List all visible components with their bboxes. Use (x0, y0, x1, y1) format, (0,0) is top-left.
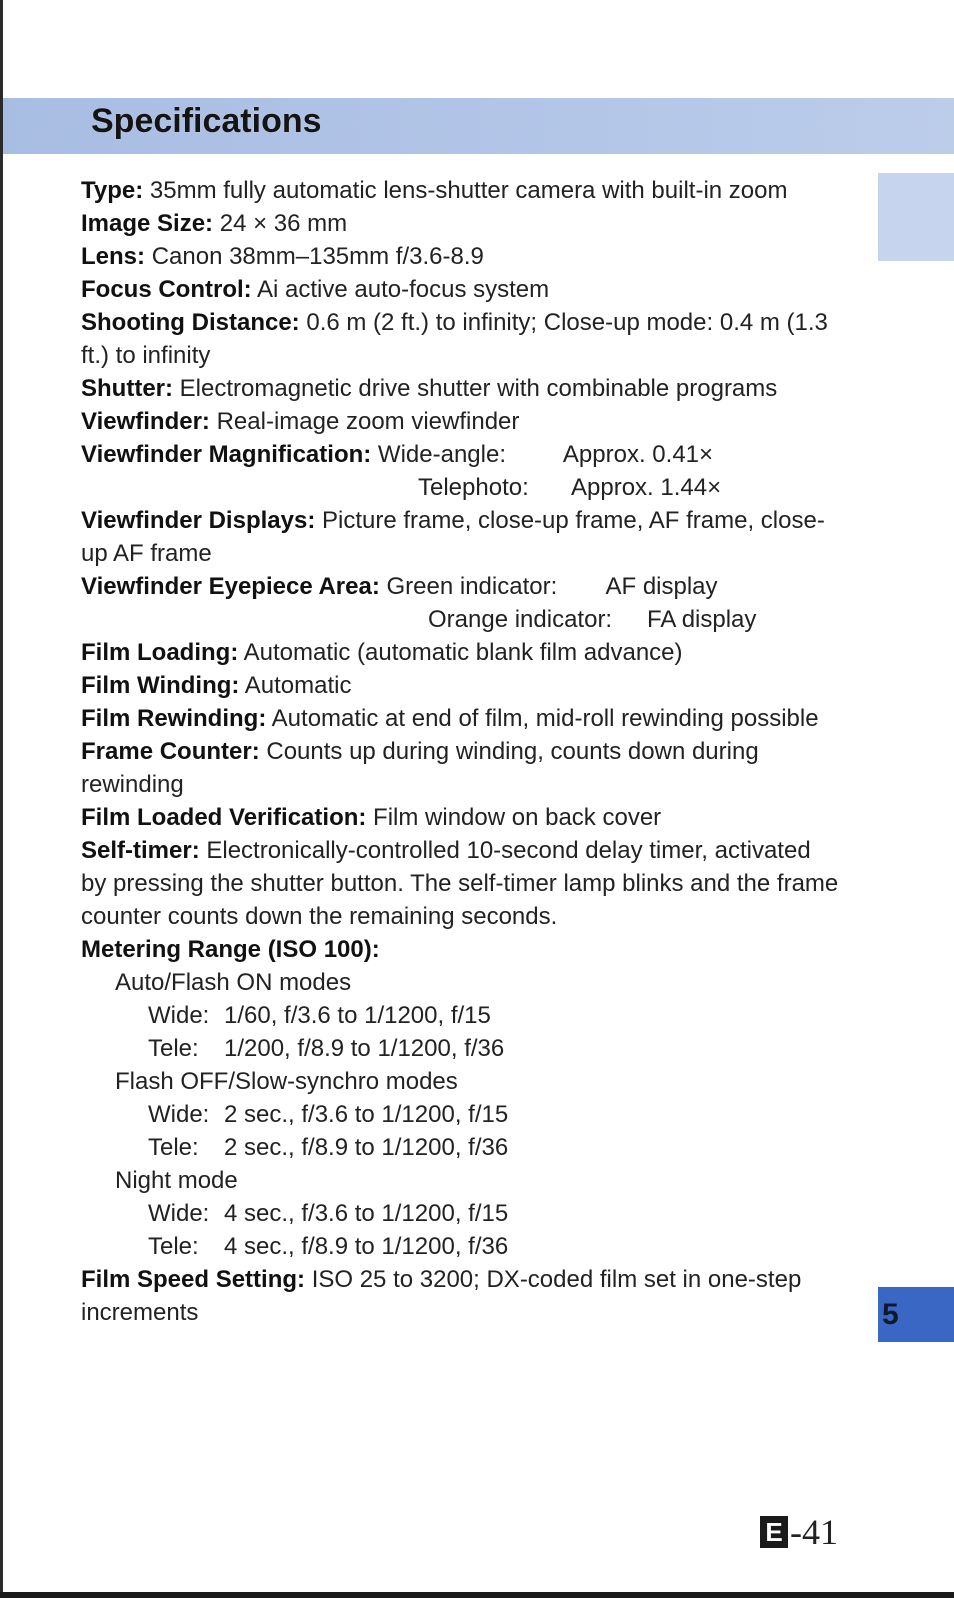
spec-value: Canon 38mm–135mm f/3.6-8.9 (151, 243, 484, 270)
page-title: Specifications (91, 102, 322, 140)
spec-viewfinder-displays (81, 504, 841, 570)
spec-value: Film window on back cover (373, 804, 662, 831)
spec-label: Film Speed Setting: (81, 1266, 306, 1293)
spec-lens (81, 240, 841, 273)
spec-label: Shutter: (81, 375, 173, 402)
spec-metering-range (81, 933, 841, 1263)
magnification-row (81, 438, 841, 471)
metering-item (81, 1230, 841, 1263)
metering-value: 1/60, f/3.6 to 1/1200, f/15 (224, 1002, 491, 1029)
metering-value: 1/200, f/8.9 to 1/1200, f/36 (224, 1035, 505, 1062)
spec-frame-counter (81, 735, 841, 801)
spec-label: Metering Range (ISO 100): (81, 936, 380, 963)
spec-value: Automatic (244, 672, 352, 699)
metering-item (81, 1131, 841, 1164)
spec-type (81, 174, 841, 207)
chapter-tab: 5 (878, 1287, 954, 1342)
spec-label: Viewfinder Magnification: (81, 441, 372, 468)
metering-key: Tele: (148, 1233, 199, 1260)
spec-label: Viewfinder Displays: (81, 507, 316, 534)
spec-value: Real-image zoom viewfinder (216, 408, 520, 435)
spec-viewfinder (81, 405, 841, 438)
metering-value: 4 sec., f/3.6 to 1/1200, f/15 (224, 1200, 509, 1227)
spec-value: Picture frame, close-up frame, AF frame, close-up AF frame (81, 507, 825, 567)
magnification-value: Approx. 0.41× (562, 441, 714, 468)
page-number-text: -41 (790, 1512, 838, 1552)
spec-label: Film Rewinding: (81, 705, 267, 732)
spec-label: Film Winding: (81, 672, 240, 699)
eyepiece-row (81, 603, 841, 636)
spec-image-size (81, 207, 841, 240)
spec-value: Automatic at end of film, mid-roll rewinding possible (271, 705, 819, 732)
spec-self-timer (81, 834, 841, 933)
metering-key: Wide: (148, 1002, 210, 1029)
spec-label: Film Loaded Verification: (81, 804, 367, 831)
spec-value: Electromagnetic drive shutter with combinable programs (179, 375, 778, 402)
spec-label: Film Loading: (81, 639, 239, 666)
spec-film-speed-setting (81, 1263, 841, 1329)
eyepiece-key: Orange indicator: (428, 606, 613, 633)
spec-label: Lens: (81, 243, 146, 270)
page-number (760, 1512, 838, 1552)
side-tab-marker (878, 173, 954, 261)
spec-value: 35mm fully automatic lens-shutter camera with built-in zoom (149, 177, 788, 204)
metering-group-name: Auto/Flash ON modes (115, 969, 352, 996)
metering-value: 4 sec., f/8.9 to 1/1200, f/36 (224, 1233, 509, 1260)
spec-label: Image Size: (81, 210, 214, 237)
metering-key: Tele: (148, 1134, 199, 1161)
magnification-value: Approx. 1.44× (571, 474, 722, 501)
spec-label: Shooting Distance: (81, 309, 300, 336)
spec-value: Automatic (automatic blank film advance) (243, 639, 683, 666)
spec-label: Viewfinder: (81, 408, 210, 435)
spec-film-loaded-verification (81, 801, 841, 834)
metering-key: Wide: (148, 1101, 210, 1128)
spec-label: Frame Counter: (81, 738, 260, 765)
metering-group-name: Flash OFF/Slow-synchro modes (115, 1068, 458, 1095)
spec-value: Ai active auto-focus system (257, 276, 550, 303)
metering-item (81, 1197, 841, 1230)
eyepiece-row (81, 570, 841, 603)
page-bottom-edge (0, 1592, 954, 1598)
metering-item (81, 1098, 841, 1131)
page-prefix-badge: E (760, 1516, 788, 1548)
metering-key: Wide: (148, 1200, 210, 1227)
magnification-row (81, 471, 841, 504)
metering-item (81, 1032, 841, 1065)
spec-film-rewinding (81, 702, 841, 735)
spec-film-loading (81, 636, 841, 669)
magnification-key: Wide-angle: (377, 441, 506, 468)
spec-shutter (81, 372, 841, 405)
eyepiece-value: FA display (647, 606, 757, 633)
eyepiece-value: AF display (605, 573, 718, 600)
spec-value: ISO 25 to 3200; DX-coded film set in one-step increments (81, 1266, 802, 1326)
metering-item (81, 999, 841, 1032)
page-left-edge (0, 0, 3, 1598)
spec-value: 24 × 36 mm (219, 210, 348, 237)
spec-label: Type: (81, 177, 144, 204)
eyepiece-key: Green indicator: (386, 573, 558, 600)
spec-label: Focus Control: (81, 276, 252, 303)
metering-key: Tele: (148, 1035, 199, 1062)
spec-label: Self-timer: (81, 837, 200, 864)
spec-viewfinder-eyepiece (81, 570, 841, 636)
spec-value: Counts up during winding, counts down during rewinding (81, 738, 759, 798)
metering-value: 2 sec., f/3.6 to 1/1200, f/15 (224, 1101, 509, 1128)
metering-group-name: Night mode (115, 1167, 238, 1194)
spec-viewfinder-magnification (81, 438, 841, 504)
spec-value: Electronically-controlled 10-second delay timer, activated by pressing the shutter button. The self-timer lamp blinks and the frame counter counts down the remaining seconds. (81, 837, 839, 930)
spec-focus-control (81, 273, 841, 306)
metering-value: 2 sec., f/8.9 to 1/1200, f/36 (224, 1134, 509, 1161)
magnification-key: Telephoto: (418, 474, 529, 501)
spec-value: 0.6 m (2 ft.) to infinity; Close-up mode: 0.4 m (1.3 ft.) to infinity (81, 309, 828, 369)
spec-film-winding (81, 669, 841, 702)
spec-label: Viewfinder Eyepiece Area: (81, 573, 380, 600)
specifications-list (81, 174, 841, 1329)
spec-shooting-distance (81, 306, 841, 372)
